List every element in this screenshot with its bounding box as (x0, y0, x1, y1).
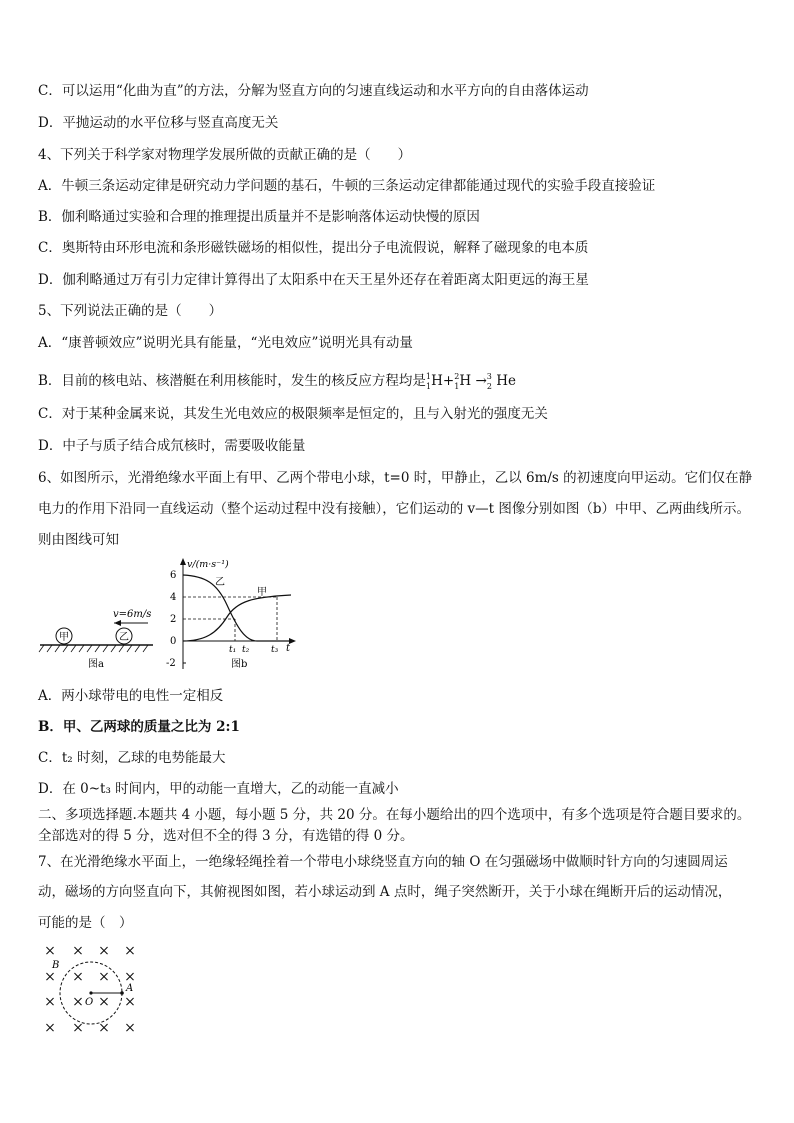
ball-jia-label: 甲 (59, 632, 69, 643)
svg-text:×: × (124, 994, 136, 1010)
ttick-t1: t₁ (229, 645, 237, 655)
axis-o-dot (89, 991, 92, 994)
figure-c (40, 938, 150, 1038)
label-a: A (126, 983, 134, 994)
q7-stem-line1: 7、在光滑绝缘水平面上，一绝缘轻绳拴着一个带电小球绕竖直方向的轴 O 在匀强磁场中做顺时针方向的匀速圆周运 (38, 854, 728, 870)
figure-a-caption: 图a (88, 659, 104, 670)
velocity-label: v=6m/s (113, 609, 152, 620)
q6-stem-line3: 则由图线可知 (38, 532, 119, 548)
q4-stem: 4、下列关于科学家对物理学发展所做的贡献正确的是（ ） (38, 147, 412, 163)
q3-option-c: C．可以运用“化曲为直”的方法，分解为竖直方向的匀速直线运动和水平方向的自由落体运动 (38, 83, 589, 99)
v-axis-label: v/(m·s⁻¹) (187, 559, 229, 570)
ytick-4: 4 (170, 592, 177, 603)
q6-stem-line2: 电力的作用下沿同一直线运动（整个运动过程中没有接触），它们运动的 v—t 图像分别如图（b）中甲、乙两曲线所示。 (38, 501, 751, 517)
q5-option-b (38, 367, 764, 397)
section2-line1: 二、多项选择题.本题共 4 小题，每小题 5 分，共 20 分。在每小题给出的四个选项中，有多个选项是符合题目要求的。 (38, 807, 751, 823)
section2-line2: 全部选对的得 5 分，选对但不全的得 3 分，有选错的得 0 分。 (38, 828, 414, 844)
q3-option-d: D．平抛运动的水平位移与竖直高度无关 (38, 115, 279, 131)
svg-text:×: × (98, 994, 110, 1010)
curve-yi-label: 乙 (215, 577, 225, 588)
figure-a (38, 595, 158, 675)
q5-option-c: C．对于某种金属来说，其发生光电效应的极限频率是恒定的，且与入射光的强度无关 (38, 406, 548, 422)
svg-text:×: × (98, 1020, 110, 1036)
svg-text:×: × (44, 969, 56, 985)
svg-text:×: × (44, 994, 56, 1010)
q6-option-c: C．t₂ 时刻，乙球的电势能最大 (38, 750, 226, 766)
ytick-6: 6 (170, 570, 177, 581)
ground-hatching (39, 645, 148, 652)
q5-option-a: A．“康普顿效应”说明光具有能量，“光电效应”说明光具有动量 (38, 335, 413, 351)
q6-stem-line1: 6、如图所示，光滑绝缘水平面上有甲、乙两个带电小球，t=0 时，甲静止，乙以 6m/s 的初速度向甲运动。它们仅在静 (38, 470, 753, 486)
q5-stem: 5、下列说法正确的是（ ） (38, 303, 223, 319)
ttick-t3: t₃ (271, 645, 279, 655)
v-axis-arrow (180, 558, 186, 565)
svg-text:×: × (72, 994, 84, 1010)
arrow-head (114, 620, 121, 626)
label-b: B (52, 960, 60, 971)
svg-text:×: × (124, 969, 136, 985)
svg-text:×: × (72, 969, 84, 985)
q7-stem-line3: 可能的是（ ） (38, 915, 133, 931)
q4-option-b: B．伽利略通过实验和合理的推理提出质量并不是影响落体运动快慢的原因 (38, 209, 480, 225)
ball-yi-label: 乙 (119, 632, 129, 643)
nuclear-equation: $^1_1$H+$^2_1$H →$^3_2$ He (425, 372, 517, 391)
curve-jia-label: 甲 (257, 587, 267, 598)
q6-option-b: B．甲、乙两球的质量之比为 2:1 (38, 719, 240, 735)
ytick-neg2: -2 (166, 658, 176, 669)
q4-option-a: A．牛顿三条运动定律是研究动力学问题的基石，牛顿的三条运动定律都能通过现代的实验手段直接验证 (38, 178, 656, 194)
curve-yi (183, 575, 291, 641)
svg-text:×: × (44, 1020, 56, 1036)
ball-at-a (120, 991, 124, 995)
q4-option-d: D．伽利略通过万有引力定律计算得出了太阳系中在天王星外还存在着距离太阳更远的海王星 (38, 272, 589, 288)
ytick-2: 2 (170, 614, 177, 625)
q6-option-d: D．在 0~t₃ 时间内，甲的动能一直增大，乙的动能一直减小 (38, 781, 399, 797)
figure-b (165, 555, 300, 673)
q6-option-a: A．两小球带电的电性一定相反 (38, 688, 224, 704)
svg-text:×: × (124, 943, 136, 959)
svg-text:×: × (98, 969, 110, 985)
t-axis-label: t (286, 643, 291, 654)
ytick-0: 0 (170, 636, 177, 647)
svg-text:×: × (124, 1020, 136, 1036)
svg-text:×: × (98, 943, 110, 959)
svg-text:×: × (44, 943, 56, 959)
q4-option-c: C．奥斯特由环形电流和条形磁铁磁场的相似性，提出分子电流假说，解释了磁现象的电本质 (38, 240, 589, 256)
q5-option-d: D．中子与质子结合成氘核时，需要吸收能量 (38, 438, 306, 454)
label-o: O (85, 997, 94, 1008)
curve-jia (183, 595, 291, 641)
q5-option-b-text: B．目前的核电站、核潜艇在利用核能时，发生的核反应方程均是 (38, 373, 426, 389)
q7-stem-line2: 动，磁场的方向竖直向下，其俯视图如图，若小球运动到 A 点时，绳子突然断开，关于小球在绳断开后的运动情况， (38, 884, 732, 900)
ttick-t2: t₂ (242, 645, 250, 655)
svg-text:×: × (72, 943, 84, 959)
svg-text:×: × (72, 1020, 84, 1036)
figure-b-caption: 图b (231, 659, 248, 670)
